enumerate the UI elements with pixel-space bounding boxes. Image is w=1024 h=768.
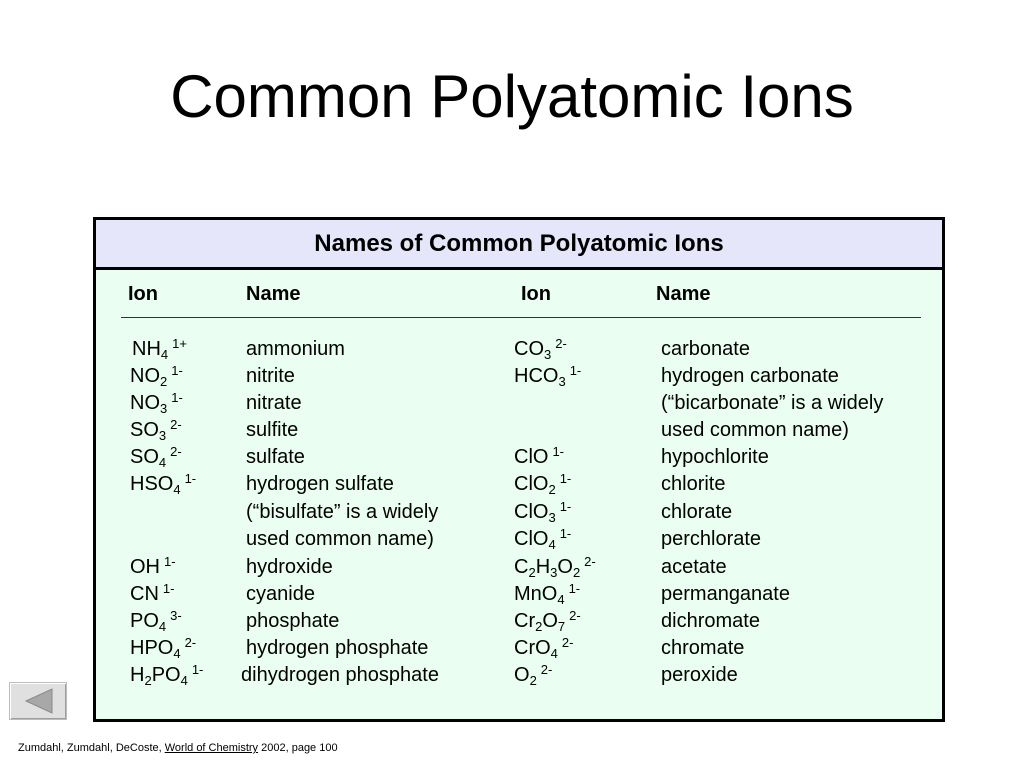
column-header-name-right: Name <box>656 283 711 305</box>
ion-formula: ClO$_4^{1-}$ <box>514 526 572 552</box>
ion-formula: $NO_2^{1-}$ <box>130 363 183 389</box>
header-divider <box>121 317 921 318</box>
previous-slide-button[interactable] <box>9 682 67 720</box>
ion-name: nitrite <box>246 365 295 387</box>
ion-formula: $HCO_3^{1-}$ <box>514 363 582 389</box>
ion-name: hypochlorite <box>661 446 769 468</box>
ion-name: hydrogen phosphate <box>246 637 429 659</box>
ion-name: sulfate <box>246 446 305 468</box>
ion-name: ammonium <box>246 338 345 360</box>
ion-name: dihydrogen phosphate <box>241 664 439 686</box>
ion-name: nitrate <box>246 392 302 414</box>
ion-name: carbonate <box>661 338 750 360</box>
ion-name-note: used common name) <box>661 419 849 441</box>
ion-name-note: used common name) <box>246 528 434 550</box>
ion-name-note: (“bicarbonate” is a widely <box>661 392 884 414</box>
table-header: Names of Common Polyatomic Ions <box>96 220 942 270</box>
ion-name: hydroxide <box>246 556 333 578</box>
ion-formula: $H_2PO_4^{1-}$ <box>130 662 204 688</box>
ion-formula: CN $^{1-}$ <box>130 581 175 605</box>
back-arrow-icon <box>24 688 54 714</box>
ion-name: chromate <box>661 637 745 659</box>
ion-formula: $Cr_2O_7^{2-}$ <box>514 608 581 634</box>
ion-name: chlorate <box>661 501 733 523</box>
column-header-ion-right: Ion <box>521 283 551 305</box>
ion-name: hydrogen sulfate <box>246 473 394 495</box>
ion-formula: $CO_3^{2-}$ <box>514 336 567 362</box>
slide-title: Common Polyatomic Ions <box>170 63 854 130</box>
citation-ref: 2002, page 100 <box>261 742 338 754</box>
ion-name: chlorite <box>661 473 726 495</box>
ion-formula: $SO_3^{2-}$ <box>130 417 182 443</box>
ion-formula: $NO_3^{1-}$ <box>130 390 183 416</box>
column-header-ion-left: Ion <box>128 283 158 305</box>
ion-name: sulfite <box>246 419 299 441</box>
ion-name: dichromate <box>661 610 760 632</box>
ion-name: phosphate <box>246 610 340 632</box>
ion-formula: $HSO_4^{1-}$ <box>130 471 197 497</box>
ions-table <box>93 217 945 722</box>
ion-name: permanganate <box>661 583 790 605</box>
ion-name: cyanide <box>246 583 315 605</box>
ion-name: acetate <box>661 556 727 578</box>
ion-formula: $C_2H_3O_2^{2-}$ <box>514 554 596 580</box>
ion-formula: $SO_4^{2-}$ <box>130 444 182 470</box>
ion-formula: ClO $^{1-}$ <box>514 444 565 468</box>
ion-formula: ClO$_2^{1-}$ <box>514 471 572 497</box>
ion-formula: $O_2^{2-}$ <box>514 662 553 688</box>
ion-formula: MnO$_4^{1-}$ <box>514 581 581 607</box>
ion-name: hydrogen carbonate <box>661 365 839 387</box>
ion-name: peroxide <box>661 664 738 686</box>
ion-name: perchlorate <box>661 528 762 550</box>
ion-formula: $NH_4^{1+}$ <box>132 336 187 362</box>
column-header-name-left: Name <box>246 283 301 305</box>
ion-formula: CrO$_4^{2-}$ <box>514 635 574 661</box>
citation-authors: Zumdahl, Zumdahl, DeCoste, <box>18 742 162 754</box>
ion-formula: $HPO_4^{2-}$ <box>130 635 197 661</box>
citation <box>18 741 338 755</box>
citation-book: World of Chemistry <box>164 742 259 754</box>
ion-name-note: (“bisulfate” is a widely <box>246 501 439 523</box>
ion-formula: $PO_4^{3-}$ <box>130 608 182 634</box>
ion-formula: OH $^{1-}$ <box>130 554 176 578</box>
ion-formula: ClO$_3^{1-}$ <box>514 499 572 525</box>
